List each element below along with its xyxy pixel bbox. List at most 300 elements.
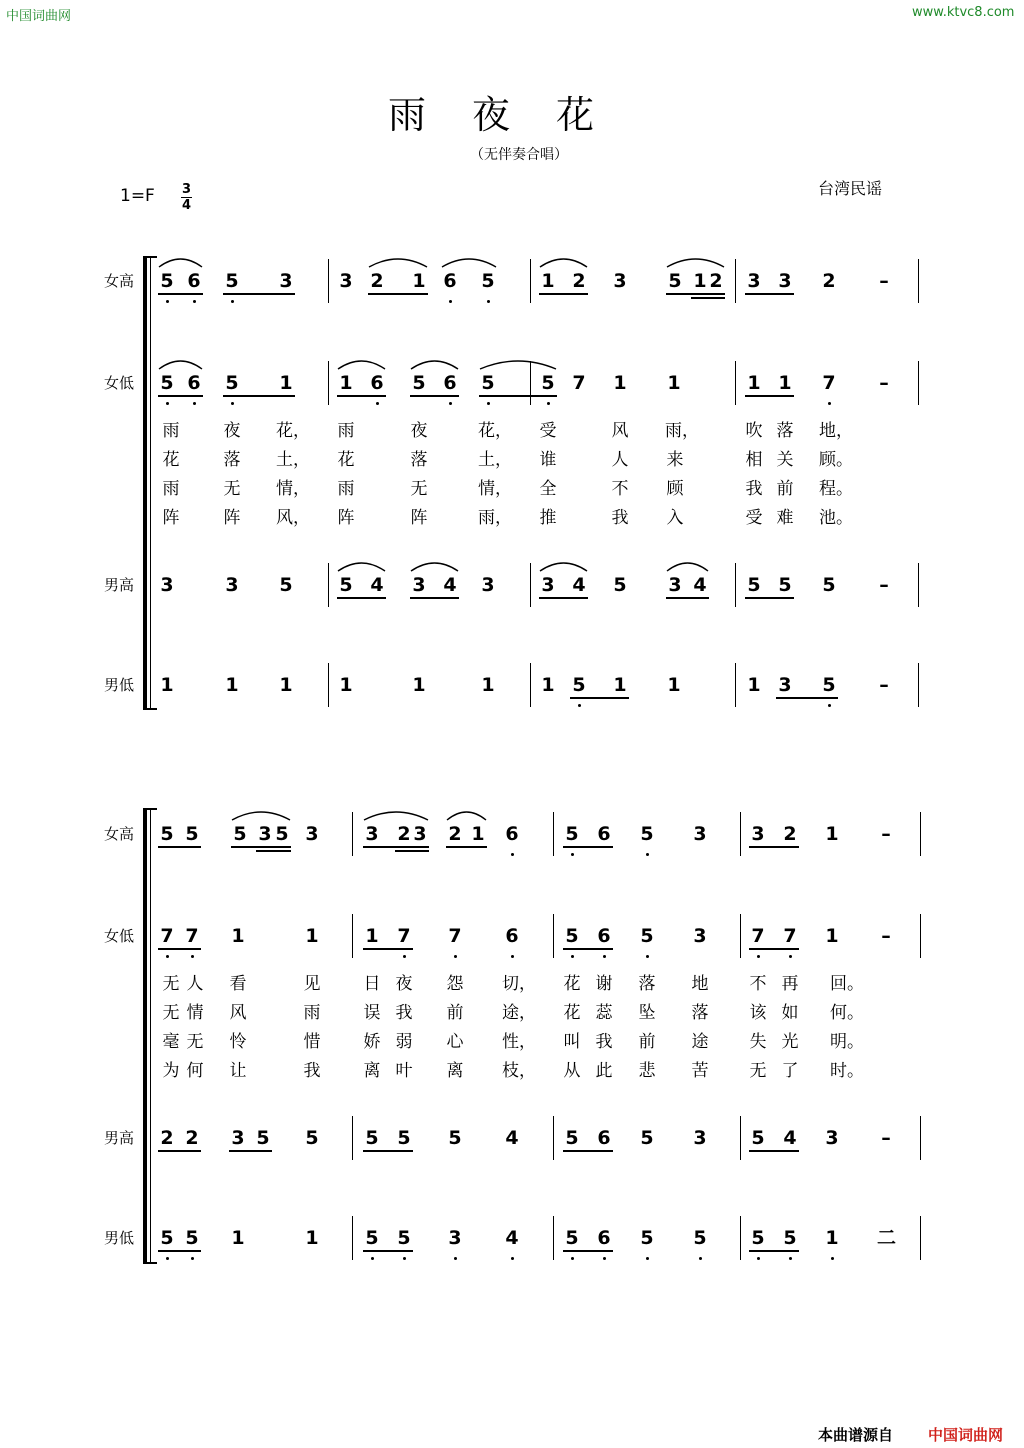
beat-underline: [231, 846, 291, 848]
lyric-char: 途，: [502, 1003, 536, 1023]
lyric-char: 谢: [595, 974, 613, 994]
note: 7: [822, 372, 836, 394]
octave-dot-below: [646, 853, 649, 856]
note: 5: [541, 372, 555, 394]
part-label: 男高: [104, 1129, 135, 1147]
lyric-char: 叫: [563, 1032, 581, 1052]
beat-underline: [563, 1150, 613, 1152]
note: 5: [822, 674, 836, 696]
note: 3: [279, 270, 293, 292]
octave-dot-below: [487, 402, 490, 405]
note: 3: [339, 270, 353, 292]
slur: [540, 259, 587, 267]
lyric-char: 我: [611, 508, 629, 528]
octave-dot-below: [403, 955, 406, 958]
footer-source-label: 本曲谱源自: [818, 1426, 894, 1444]
lyric-char: 该: [749, 1003, 767, 1023]
note: 6: [187, 270, 201, 292]
barline: [553, 1116, 554, 1160]
lyric-char: 落: [410, 450, 428, 470]
lyric-char: 前: [446, 1003, 464, 1023]
barline: [918, 563, 919, 607]
system-bracket-top: [143, 808, 157, 810]
lyric-char: 受: [539, 421, 557, 441]
note: 1: [541, 270, 555, 292]
note: –: [879, 574, 889, 596]
barline: [553, 812, 554, 856]
lyric-char: 惜: [303, 1032, 321, 1052]
note: 2: [709, 270, 723, 292]
note: 1: [231, 925, 245, 947]
note: 5: [640, 1127, 654, 1149]
beat-underline: [158, 948, 201, 950]
lyric-char: 夜: [410, 421, 428, 441]
composer: 台湾民谣: [818, 179, 883, 198]
note: 1: [231, 1227, 245, 1249]
note: 5: [225, 270, 239, 292]
lyric-char: 花: [337, 450, 355, 470]
note: 1: [541, 674, 555, 696]
part-label: 男低: [104, 676, 135, 694]
note: 2: [160, 1127, 174, 1149]
lyric-char: 阵: [223, 508, 241, 528]
lyric-char: 前: [776, 479, 794, 499]
note: 5: [185, 1227, 199, 1249]
note: 1: [667, 674, 681, 696]
beat-underline: [563, 948, 613, 950]
note: 4: [783, 1127, 797, 1149]
note: 3: [231, 1127, 245, 1149]
footer-source-site: 中国词曲网: [928, 1426, 1004, 1444]
lyric-char: 我: [595, 1032, 613, 1052]
barline: [920, 1216, 921, 1260]
octave-dot-below: [646, 1257, 649, 1260]
lyric-char: 落: [776, 421, 794, 441]
note: 3: [258, 823, 272, 845]
note: 5: [339, 574, 353, 596]
lyric-char: 阵: [410, 508, 428, 528]
note: 1: [412, 674, 426, 696]
lyric-char: 无: [749, 1061, 767, 1081]
slur: [667, 259, 724, 267]
note: 3: [693, 925, 707, 947]
barline: [352, 1216, 353, 1260]
note: 5: [693, 1227, 707, 1249]
barline: [735, 663, 736, 707]
octave-dot-below: [454, 1257, 457, 1260]
part-label: 男高: [104, 576, 135, 594]
note: 3: [613, 270, 627, 292]
lyric-char: 顾: [666, 479, 684, 499]
lyric-char: 让: [229, 1061, 247, 1081]
note: 5: [565, 823, 579, 845]
lyric-char: 了: [781, 1061, 799, 1081]
beat-underline: [337, 395, 386, 397]
lyric-char: 无: [223, 479, 241, 499]
lyric-char: 阵: [337, 508, 355, 528]
slur: [364, 812, 428, 820]
note: –: [881, 823, 891, 845]
time-signature-top: 3: [181, 182, 192, 197]
note: 5: [783, 1227, 797, 1249]
barline: [735, 563, 736, 607]
note: 1: [481, 674, 495, 696]
octave-dot-below: [166, 1257, 169, 1260]
watermark-right: www.ktvc8.com: [912, 5, 1015, 20]
octave-dot-below: [789, 955, 792, 958]
lyric-char: 情: [186, 1003, 204, 1023]
note: –: [879, 674, 889, 696]
slur: [442, 259, 496, 267]
system-bracket-line: [150, 808, 151, 1264]
lyric-char: 来: [666, 450, 684, 470]
octave-dot-below: [511, 1257, 514, 1260]
beat-underline: [158, 1150, 201, 1152]
note: 3: [825, 1127, 839, 1149]
note: 6: [443, 270, 457, 292]
lyric-char: 地: [691, 974, 709, 994]
lyric-char: 风: [611, 421, 629, 441]
lyric-char: 如: [781, 1003, 799, 1023]
barline: [352, 812, 353, 856]
note: 5: [397, 1127, 411, 1149]
note: 5: [481, 270, 495, 292]
barline: [918, 663, 919, 707]
note: 3: [481, 574, 495, 596]
beat-underline: [563, 846, 613, 848]
note: 5: [640, 925, 654, 947]
lyric-char: 见: [303, 974, 321, 994]
octave-dot-below: [578, 704, 581, 707]
beat-underline: [363, 1250, 413, 1252]
slur: [159, 361, 202, 369]
lyric-char: 风: [229, 1003, 247, 1023]
note: 5: [613, 574, 627, 596]
octave-dot-below: [193, 402, 196, 405]
beat-underline: [158, 395, 203, 397]
lyric-char: 夜: [223, 421, 241, 441]
barline: [740, 812, 741, 856]
slur: [338, 563, 385, 571]
octave-dot-below: [454, 955, 457, 958]
note: 7: [572, 372, 586, 394]
octave-dot-below: [828, 704, 831, 707]
key-signature: 1=F: [120, 186, 155, 206]
lyric-char: 弱: [395, 1032, 413, 1052]
note: 3: [448, 1227, 462, 1249]
note: 2: [397, 823, 411, 845]
octave-dot-below: [449, 300, 452, 303]
lyric-char: 娇: [363, 1032, 381, 1052]
note: 4: [443, 574, 457, 596]
barline: [918, 361, 919, 405]
note: 5: [747, 574, 761, 596]
octave-dot-below: [487, 300, 490, 303]
lyric-char: 雨，: [478, 508, 512, 528]
barline: [920, 914, 921, 958]
slur: [411, 563, 458, 571]
note: 1: [225, 674, 239, 696]
part-label: 女低: [104, 374, 135, 392]
note: 6: [443, 372, 457, 394]
lyric-char: 何: [186, 1061, 204, 1081]
octave-dot-below: [547, 402, 550, 405]
note: 3: [160, 574, 174, 596]
note: 1: [365, 925, 379, 947]
beat-underline: [363, 1150, 413, 1152]
note: 7: [448, 925, 462, 947]
lyric-char: 蕊: [595, 1003, 613, 1023]
note: 7: [783, 925, 797, 947]
lyric-char: 雨: [303, 1003, 321, 1023]
barline: [530, 563, 531, 607]
beat-underline: [570, 697, 629, 699]
note: 5: [668, 270, 682, 292]
beat-underline: [539, 597, 588, 599]
note: 5: [565, 1127, 579, 1149]
note: 2: [783, 823, 797, 845]
note: 1: [279, 372, 293, 394]
barline: [553, 914, 554, 958]
note: 5: [565, 1227, 579, 1249]
note: 6: [597, 925, 611, 947]
lyric-char: 看: [229, 974, 247, 994]
beat-underline-second: [256, 850, 291, 852]
note: 4: [505, 1227, 519, 1249]
octave-dot-below: [403, 1257, 406, 1260]
beat-underline: [363, 846, 429, 848]
octave-dot-below: [371, 1257, 374, 1260]
beat-underline: [666, 597, 709, 599]
note: 2: [448, 823, 462, 845]
lyric-char: 顾。: [819, 450, 853, 470]
note: –: [879, 270, 889, 292]
note: 1: [778, 372, 792, 394]
lyric-char: 地，: [819, 421, 853, 441]
lyric-char: 苦: [691, 1061, 709, 1081]
lyric-char: 情，: [478, 479, 512, 499]
part-label: 女高: [104, 272, 135, 290]
note: 1: [339, 372, 353, 394]
slur: [540, 563, 587, 571]
barline: [553, 1216, 554, 1260]
note: –: [879, 372, 889, 394]
note: 1: [279, 674, 293, 696]
note: 6: [370, 372, 384, 394]
note: 7: [160, 925, 174, 947]
beat-underline-second: [395, 850, 429, 852]
note: 1: [305, 925, 319, 947]
note: 3: [778, 270, 792, 292]
note: 1: [471, 823, 485, 845]
note: 4: [693, 574, 707, 596]
barline: [530, 259, 531, 303]
note: 6: [597, 823, 611, 845]
lyric-char: 离: [446, 1061, 464, 1081]
note: 5: [185, 823, 199, 845]
lyric-char: 日: [363, 974, 381, 994]
note: 1: [825, 1227, 839, 1249]
lyric-char: 受: [745, 508, 763, 528]
note: 2: [185, 1127, 199, 1149]
octave-dot-below: [449, 402, 452, 405]
lyric-char: 阵: [162, 508, 180, 528]
octave-dot-below: [789, 1257, 792, 1260]
lyric-char: 花: [563, 974, 581, 994]
octave-dot-below: [757, 955, 760, 958]
barline: [920, 1116, 921, 1160]
beat-underline: [158, 1250, 201, 1252]
lyric-char: 吹: [745, 421, 763, 441]
note: 二: [877, 1227, 897, 1249]
lyric-char: 光: [781, 1032, 799, 1052]
part-label: 女低: [104, 927, 135, 945]
lyric-char: 花: [162, 450, 180, 470]
lyric-char: 土，: [276, 450, 310, 470]
note: 7: [397, 925, 411, 947]
lyric-char: 怨: [446, 974, 464, 994]
note: 5: [225, 372, 239, 394]
note: 7: [751, 925, 765, 947]
note: 3: [305, 823, 319, 845]
barline: [918, 259, 919, 303]
lyric-char: 前: [638, 1032, 656, 1052]
note: 5: [365, 1127, 379, 1149]
note: 1: [667, 372, 681, 394]
lyric-char: 悲: [638, 1061, 656, 1081]
lyric-char: 花，: [478, 421, 512, 441]
note: 5: [279, 574, 293, 596]
note: 3: [413, 823, 427, 845]
lyric-char: 夜: [395, 974, 413, 994]
system-bracket-top: [143, 256, 157, 258]
system-bracket: [143, 256, 147, 710]
note: 2: [572, 270, 586, 292]
octave-dot-below: [571, 955, 574, 958]
note: 5: [640, 1227, 654, 1249]
system-bracket-bottom: [143, 1262, 157, 1264]
beat-underline: [749, 1250, 799, 1252]
barline: [735, 259, 736, 303]
octave-dot-below: [376, 402, 379, 405]
beat-underline: [223, 293, 295, 295]
note: 6: [597, 1227, 611, 1249]
note: –: [881, 1127, 891, 1149]
score-subtitle: （无伴奏合唱）: [470, 147, 568, 163]
note: 1: [825, 823, 839, 845]
octave-dot-below: [603, 955, 606, 958]
beat-underline: [749, 948, 799, 950]
lyric-char: 无: [162, 1003, 180, 1023]
octave-dot-below: [191, 955, 194, 958]
lyric-char: 失: [749, 1032, 767, 1052]
note: 5: [822, 574, 836, 596]
lyric-char: 性，: [502, 1032, 536, 1052]
lyric-char: 从: [563, 1061, 581, 1081]
lyric-char: 入: [666, 508, 684, 528]
note: 5: [160, 372, 174, 394]
octave-dot-below: [571, 1257, 574, 1260]
slur: [232, 812, 290, 820]
note: 5: [397, 1227, 411, 1249]
note: 5: [256, 1127, 270, 1149]
system-bracket-bottom: [143, 708, 157, 710]
note: 3: [225, 574, 239, 596]
lyric-char: 落: [638, 974, 656, 994]
lyric-char: 池。: [819, 508, 853, 528]
note: 1: [613, 372, 627, 394]
beat-underline: [363, 948, 413, 950]
note: 3: [668, 574, 682, 596]
barline: [352, 914, 353, 958]
beat-underline: [539, 293, 588, 295]
beat-underline: [410, 395, 459, 397]
lyric-char: 坠: [638, 1003, 656, 1023]
note: 3: [751, 823, 765, 845]
lyric-char: 何。: [830, 1003, 864, 1023]
beat-underline: [666, 293, 725, 295]
lyric-char: 不: [611, 479, 629, 499]
lyric-char: 雨，: [665, 421, 699, 441]
system-bracket: [143, 808, 147, 1264]
barline: [735, 361, 736, 405]
barline: [740, 1216, 741, 1260]
lyric-char: 雨: [337, 421, 355, 441]
barline: [352, 1116, 353, 1160]
lyric-char: 无: [410, 479, 428, 499]
octave-dot-below: [231, 402, 234, 405]
lyric-char: 枝，: [502, 1061, 536, 1081]
lyric-char: 人: [611, 450, 629, 470]
octave-dot-below: [831, 1257, 834, 1260]
lyric-char: 离: [363, 1061, 381, 1081]
lyric-char: 推: [539, 508, 557, 528]
note: 1: [412, 270, 426, 292]
note: 5: [233, 823, 247, 845]
note: 5: [365, 1227, 379, 1249]
lyric-char: 心: [446, 1032, 464, 1052]
beat-underline: [158, 293, 203, 295]
lyric-char: 再: [781, 974, 799, 994]
score-title: 雨夜花: [388, 93, 641, 137]
note: –: [881, 925, 891, 947]
lyric-char: 无: [162, 974, 180, 994]
beat-underline: [749, 846, 799, 848]
beat-underline: [158, 846, 201, 848]
note: 5: [572, 674, 586, 696]
note: 4: [505, 1127, 519, 1149]
note: 1: [693, 270, 707, 292]
lyric-char: 时。: [830, 1061, 864, 1081]
barline: [328, 259, 329, 303]
lyric-char: 雨: [162, 479, 180, 499]
note: 5: [481, 372, 495, 394]
lyric-char: 程。: [819, 479, 853, 499]
octave-dot-below: [511, 955, 514, 958]
lyric-char: 我: [395, 1003, 413, 1023]
lyric-char: 花: [563, 1003, 581, 1023]
note: 3: [693, 823, 707, 845]
octave-dot-below: [166, 402, 169, 405]
lyric-char: 不: [749, 974, 767, 994]
lyric-char: 我: [745, 479, 763, 499]
time-signature-bottom: 4: [181, 198, 192, 213]
barline: [328, 361, 329, 405]
note: 1: [160, 674, 174, 696]
note: 5: [275, 823, 289, 845]
slur: [667, 563, 708, 571]
note: 5: [640, 823, 654, 845]
